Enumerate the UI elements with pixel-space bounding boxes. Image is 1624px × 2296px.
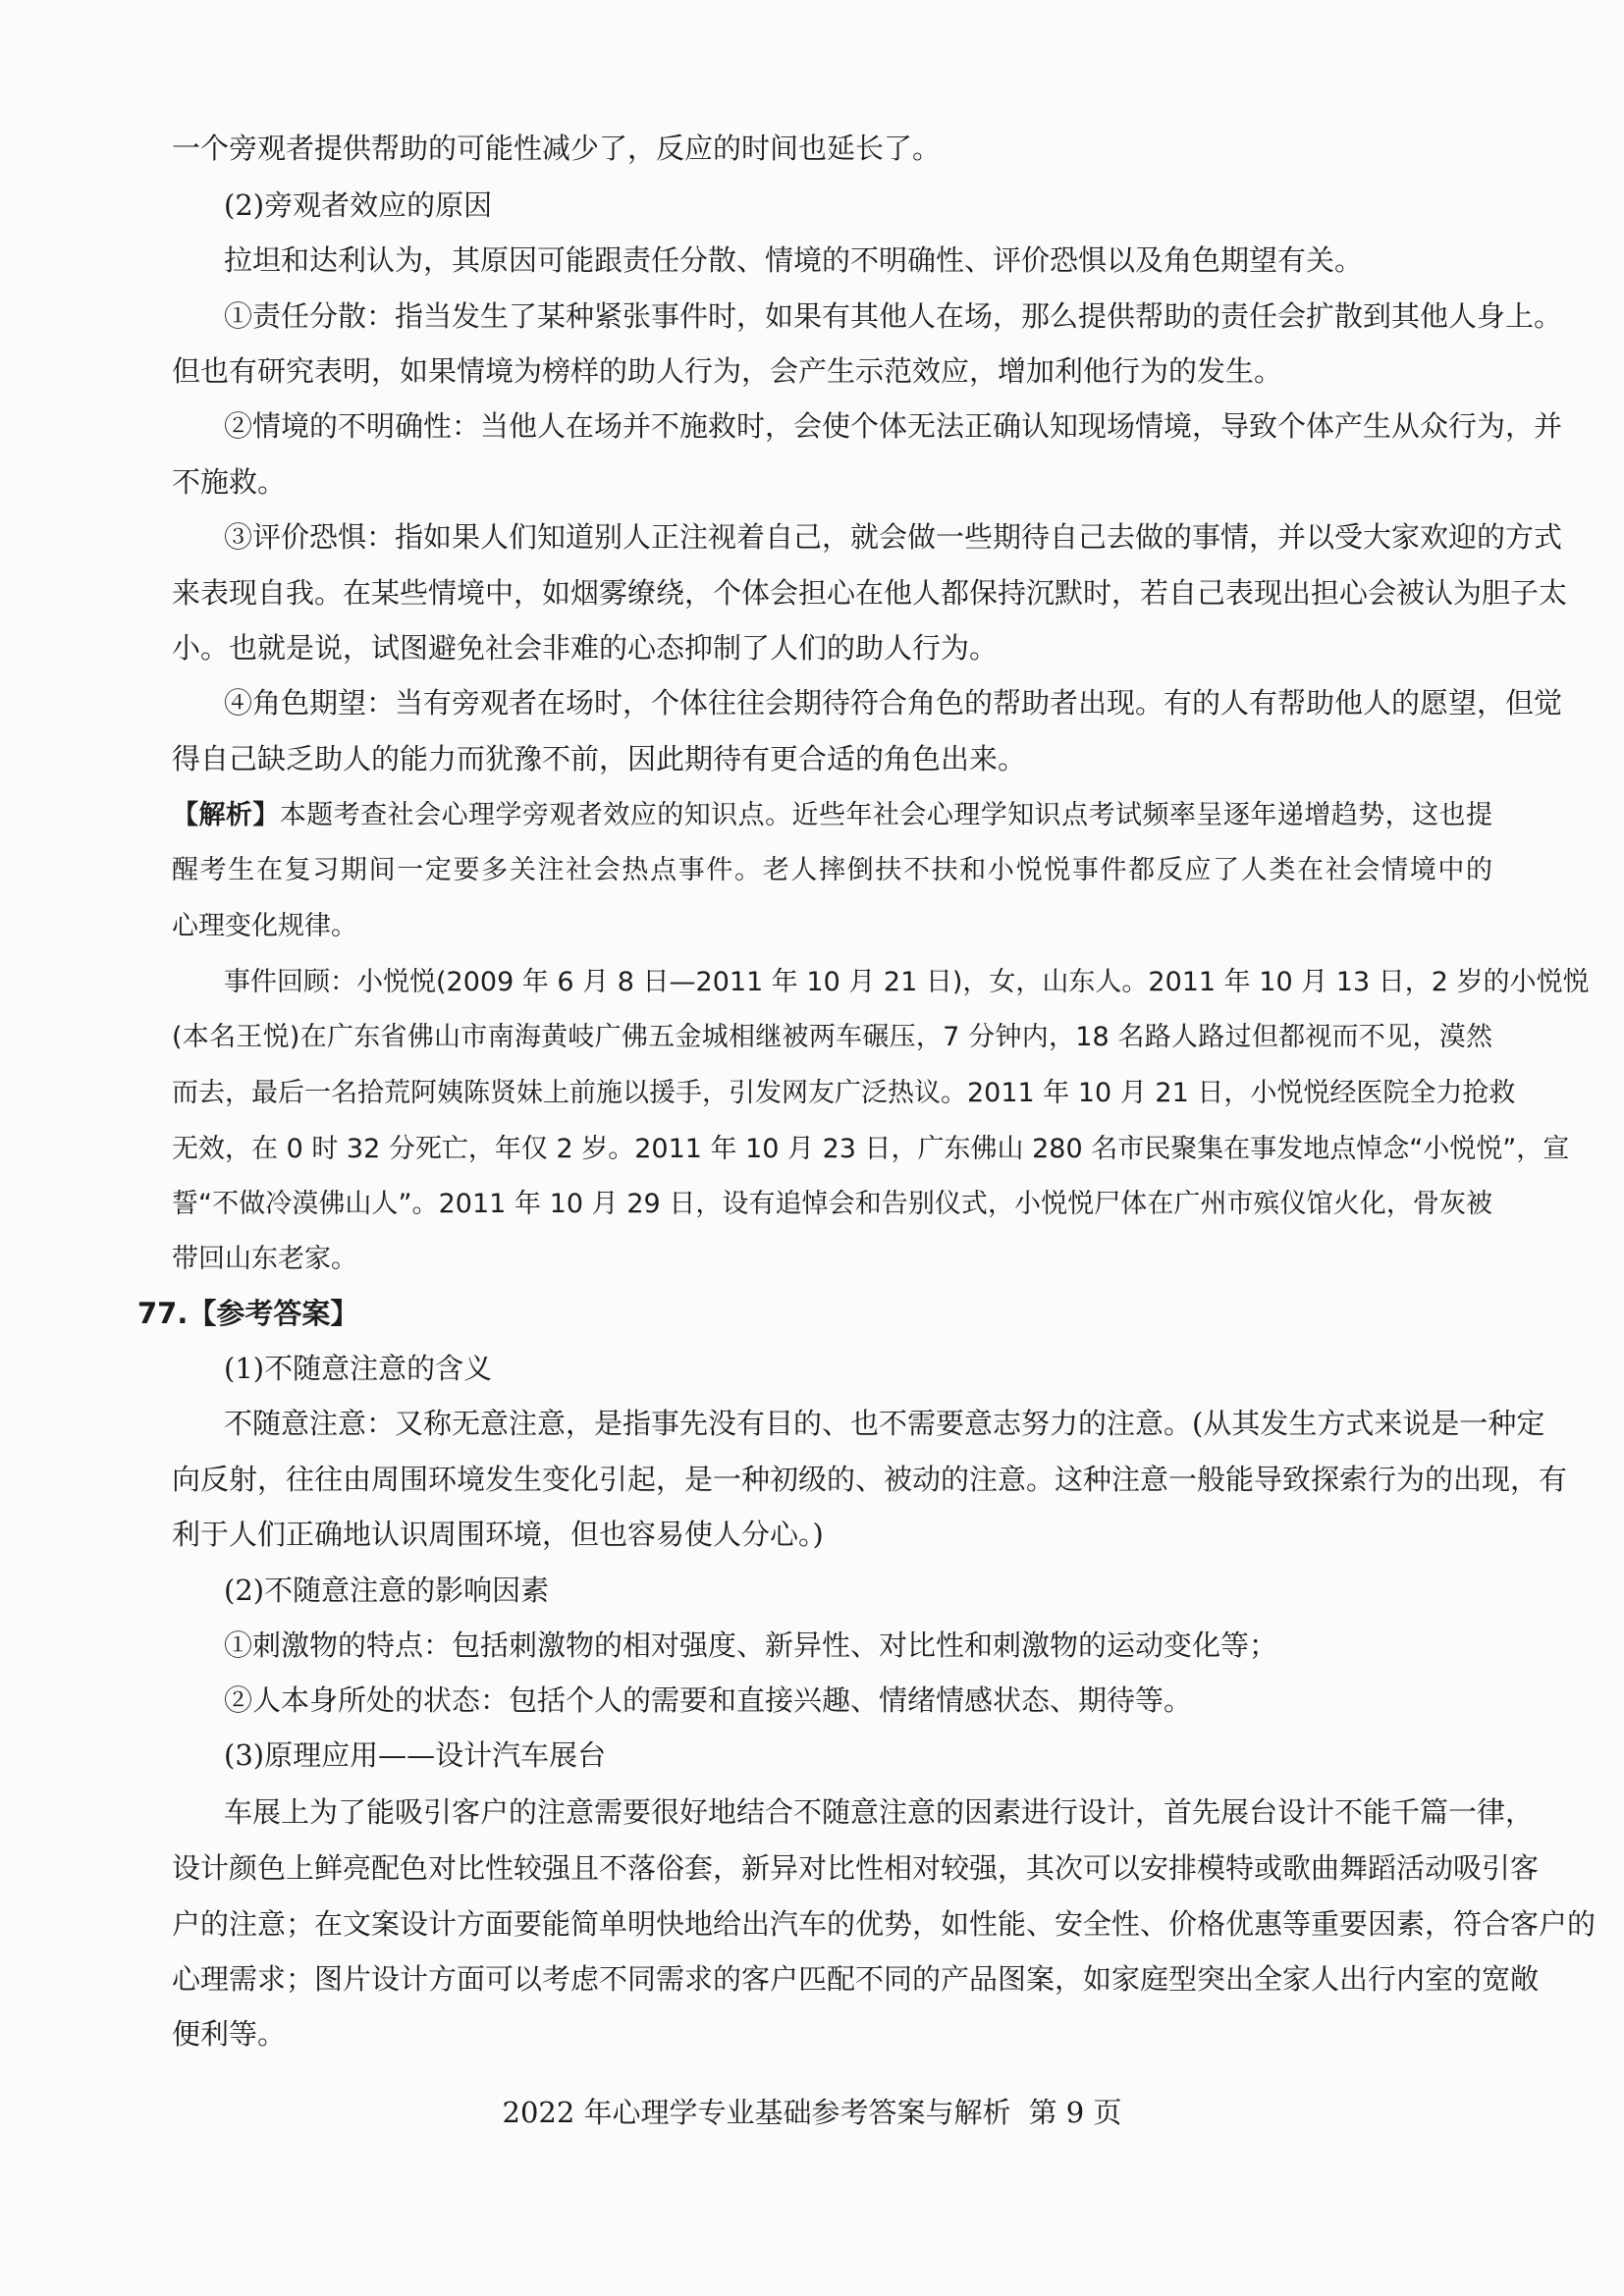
analysis-line: 【解析】本题考查社会心理学旁观者效应的知识点。近些年社会心理学知识点考试频率呈逐年递增趋势，这也提 [172, 800, 1493, 830]
paragraph-line: 心理需求；图片设计方面可以考虑不同需求的客户匹配不同的产品图案，如家庭型突出全家人出行内室的宽敞 [172, 1962, 1540, 1996]
subheading: (2)不随意注意的影响因素 [224, 1574, 550, 1607]
analysis-line: 而去，最后一名拾荒阿姨陈贤妹上前施以援手，引发网友广泛热议。2011 年 10 月 21 日，小悦悦经医院全力抢救 [172, 1078, 1516, 1108]
analysis-line: (本名王悦)在广东省佛山市南海黄岐广佛五金城相继被两车碾压，7 分钟内，18 名路人路过但都视而不见，漠然 [172, 1022, 1492, 1052]
paragraph-line: 户的注意；在文案设计方面要能简单明快地给出汽车的优势，如性能、安全性、价格优惠等重要因素，符合客户的 [172, 1907, 1597, 1941]
paragraph-line: 拉坦和达利认为，其原因可能跟责任分散、情境的不明确性、评价恐惧以及角色期望有关。 [224, 243, 1364, 277]
list-item-line: ①责任分散：指当发生了某种紧张事件时，如果有其他人在场，那么提供帮助的责任会扩散到其他人身上。 [224, 299, 1563, 333]
paragraph-line: 向反射，往往由周围环境发生变化引起，是一种初级的、被动的注意。这种注意一般能导致探索行为的出现，有 [172, 1463, 1568, 1496]
answer-tag: 【参考答案】 [188, 1297, 359, 1330]
subheading: (1)不随意注意的含义 [224, 1352, 493, 1385]
page-footer [0, 2093, 1624, 2132]
list-item-line: ②情境的不明确性：当他人在场并不施救时，会使个体无法正确认知现场情境，导致个体产生从众行为，并 [224, 409, 1563, 443]
paragraph-line: 得自己缺乏助人的能力而犹豫不前，因此期待有更合适的角色出来。 [172, 742, 1027, 775]
analysis-line: 誓“不做冷漠佛山人”。2011 年 10 月 29 日，设有追悼会和告别仪式，小悦悦尸体在广州市殡仪馆火化，骨灰被 [172, 1189, 1492, 1219]
paragraph-line: 便利等。 [172, 2017, 287, 2051]
paragraph-line: 设计颜色上鲜亮配色对比性较强且不落俗套，新异对比性相对较强，其次可以安排模特或歌曲舞蹈活动吸引客 [172, 1851, 1540, 1885]
paragraph-line: 一个旁观者提供帮助的可能性减少了，反应的时间也延长了。 [172, 132, 942, 165]
analysis-line: 事件回顾：小悦悦(2009 年 6 月 8 日—2011 年 10 月 21 日)，女，山东人。2011 年 10 月 13 日，2 岁的小悦悦 [224, 967, 1590, 997]
analysis-tag: 【解析】 [172, 800, 280, 830]
analysis-line: 无效，在 0 时 32 分死亡，年仅 2 岁。2011 年 10 月 23 日，广东佛山 280 名市民聚集在事发地点悼念“小悦悦”，宣 [172, 1134, 1570, 1164]
paragraph-line: 但也有研究表明，如果情境为榜样的助人行为，会产生示范效应，增加利他行为的发生。 [172, 354, 1283, 388]
question-number: 77. [137, 1297, 189, 1330]
footer-title: 2022 年心理学专业基础参考答案与解析 [502, 2096, 1011, 2129]
analysis-line: 带回山东老家。 [172, 1244, 357, 1274]
analysis-line: 心理变化规律。 [172, 911, 357, 941]
question-heading [137, 1294, 358, 1333]
subheading: (3)原理应用——设计汽车展台 [224, 1738, 607, 1772]
page-number: 第 9 页 [1028, 2096, 1122, 2129]
paragraph-line: 利于人们正确地认识周围环境，但也容易使人分心。) [172, 1518, 824, 1551]
paragraph-line: 来表现自我。在某些情境中，如烟雾缭绕，个体会担心在他人都保持沉默时，若自己表现出担心会被认为胆子太 [172, 576, 1568, 610]
paragraph-line: 不施救。 [172, 465, 287, 499]
list-item-line: ③评价恐惧：指如果人们知道别人正注视着自己，就会做一些期待自己去做的事情，并以受大家欢迎的方式 [224, 520, 1563, 554]
list-item-line: ②人本身所处的状态：包括个人的需要和直接兴趣、情绪情感状态、期待等。 [224, 1683, 1193, 1717]
list-item-line: ①刺激物的特点：包括刺激物的相对强度、新异性、对比性和刺激物的运动变化等； [224, 1629, 1278, 1662]
analysis-line: 醒考生在复习期间一定要多关注社会热点事件。老人摔倒扶不扶和小悦悦事件都反应了人类在社会情境中的 [172, 855, 1492, 885]
list-item-line: ④角色期望：当有旁观者在场时，个体往往会期待符合角色的帮助者出现。有的人有帮助他人的愿望，但觉 [224, 686, 1563, 720]
paragraph-line: 不随意注意：又称无意注意，是指事先没有目的、也不需要意志努力的注意。(从其发生方式来说是一种定 [224, 1407, 1545, 1440]
paragraph-line: 车展上为了能吸引客户的注意需要很好地结合不随意注意的因素进行设计，首先展台设计不能千篇一律， [224, 1795, 1535, 1829]
subheading: (2)旁观者效应的原因 [224, 188, 493, 222]
paragraph-line: 小。也就是说，试图避免社会非难的心态抑制了人们的助人行为。 [172, 631, 999, 665]
